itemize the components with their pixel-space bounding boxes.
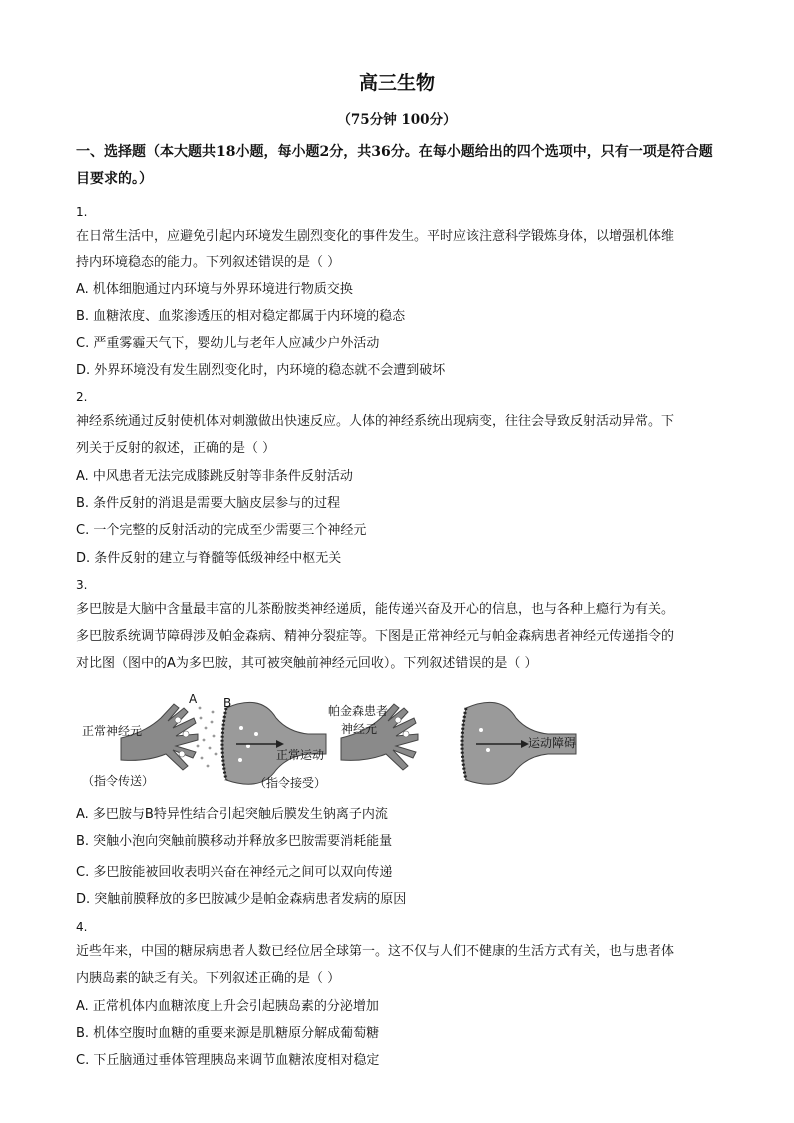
question-stem: 持内环境稳态的能力。下列叙述错误的是（ ）	[76, 255, 341, 270]
question-number: 4.	[76, 920, 88, 934]
option-c: C. 多巴胺能被回收表明兴奋在神经元之间可以双向传递	[76, 865, 393, 880]
question-stem: 对比图（图中的A为多巴胺，其可被突触前神经元回收）。下列叙述错误的是（ ）	[76, 656, 538, 671]
option-c: C. 一个完整的反射活动的完成至少需要三个神经元	[76, 523, 367, 538]
option-d: D. 突触前膜释放的多巴胺减少是帕金森病患者发病的原因	[76, 892, 407, 907]
option-d: D. 外界环境没有发生剧烈变化时，内环境的稳态就不会遭到破坏	[76, 363, 446, 378]
option-c: C. 严重雾霾天气下，婴幼儿与老年人应减少户外活动	[76, 336, 380, 351]
receive-label: （指令接受）	[254, 776, 327, 790]
question-stem: 多巴胺是大脑中含量最丰富的儿茶酚胺类神经递质，能传递兴奋及开心的信息，也与各种上瘾行为有关。	[76, 602, 675, 617]
option-b: B. 血糖浓度、血浆渗透压的相对稳定都属于内环境的稳态	[76, 309, 406, 324]
patient-label-line2: 神经元	[341, 722, 378, 736]
page-title: 高三生物	[358, 72, 435, 94]
option-a: A. 中风患者无法完成膝跳反射等非条件反射活动	[76, 469, 353, 484]
question-number: 2.	[76, 390, 88, 404]
option-b: B. 突触小泡向突触前膜移动并释放多巴胺需要消耗能量	[76, 834, 393, 849]
synapse-comparison-figure	[76, 688, 636, 798]
normal-neuron-label: 正常神经元	[82, 724, 143, 738]
question-stem: 神经系统通过反射使机体对刺激做出快速反应。人体的神经系统出现病变，往往会导致反射活动异常。下	[76, 414, 675, 429]
option-b: B. 条件反射的消退是需要大脑皮层参与的过程	[76, 496, 341, 511]
section-heading: 一、选择题（本大题共18小题，每小题2分，共36分。在每小题给出的四个选项中，只有一项是符合题目要求的。）	[76, 144, 713, 187]
question-stem: 在日常生活中，应避免引起内环境发生剧烈变化的事件发生。平时应该注意科学锻炼身体，以增强机体维	[76, 229, 675, 244]
question-stem: 列关于反射的叙述，正确的是（ ）	[76, 441, 276, 456]
label-b: B	[223, 696, 232, 710]
motion-disorder-label: 运动障碍	[528, 736, 577, 750]
option-d: D. 条件反射的建立与脊髓等低级神经中枢无关	[76, 551, 342, 566]
dopamine-particles	[197, 707, 218, 768]
question-stem: 内胰岛素的缺乏有关。下列叙述正确的是（ ）	[76, 971, 341, 986]
normal-postsynaptic-neuron	[222, 702, 326, 784]
option-a: A. 正常机体内血糖浓度上升会引起胰岛素的分泌增加	[76, 999, 379, 1014]
option-a: A. 机体细胞通过内环境与外界环境进行物质交换	[76, 282, 353, 297]
question-stem: 多巴胺系统调节障碍涉及帕金森病、精神分裂症等。下图是正常神经元与帕金森病患者神经元传递指令的	[76, 629, 675, 644]
normal-motion-label: 正常运动	[276, 748, 325, 762]
patient-label: 帕金森患者	[328, 704, 389, 718]
question-stem: 近些年来，中国的糖尿病患者人数已经位居全球第一。这不仅与人们不健康的生活方式有关，也与患者体	[76, 944, 675, 959]
question-number: 1.	[76, 205, 88, 219]
page-subtitle: （75分钟 100分）	[337, 112, 457, 128]
send-label: （指令传送）	[82, 774, 155, 788]
option-c: C. 下丘脑通过垂体管理胰岛来调节血糖浓度相对稳定	[76, 1053, 380, 1068]
option-a: A. 多巴胺与B特异性结合引起突触后膜发生钠离子内流	[76, 807, 388, 822]
label-a: A	[189, 692, 198, 706]
question-number: 3.	[76, 578, 88, 592]
option-b: B. 机体空腹时血糖的重要来源是肌糖原分解成葡萄糖	[76, 1026, 380, 1041]
